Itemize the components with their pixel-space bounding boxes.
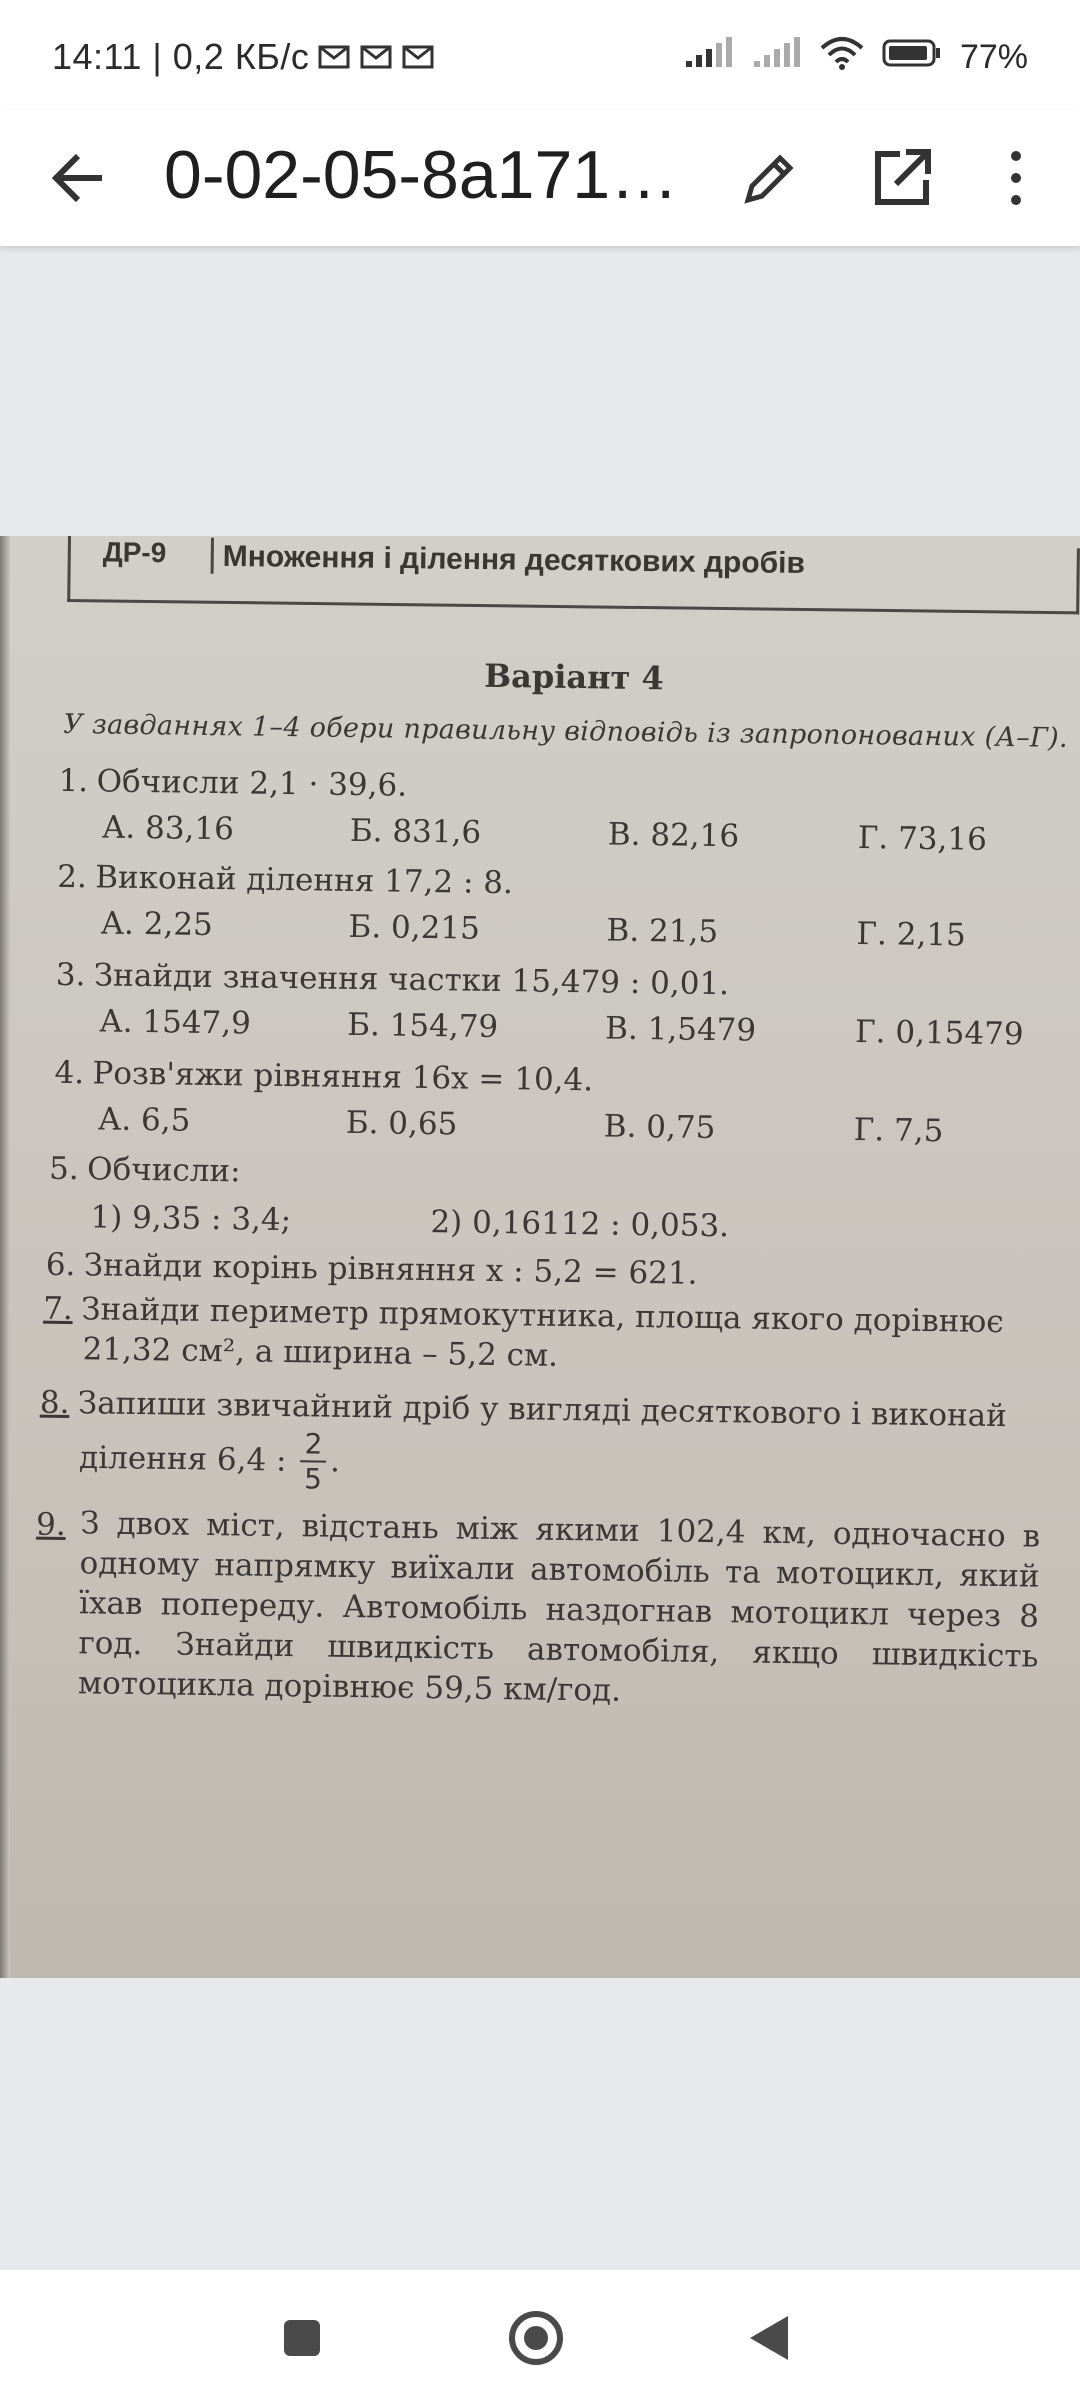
document-text xyxy=(0,536,1080,1978)
task-text: Обчисли 2,1 · 39,6. xyxy=(96,763,408,804)
task-number: 6. xyxy=(45,1246,76,1284)
task-text: Виконай ділення 17,2 : 8. xyxy=(94,859,514,902)
back-triangle-icon[interactable] xyxy=(730,2298,810,2378)
option-a: А. 1547,9 xyxy=(98,1003,252,1042)
task-number: 8. xyxy=(39,1384,70,1422)
header-code: ДР-9 xyxy=(102,536,167,569)
option-g: Г. 0,15479 xyxy=(854,1013,1024,1053)
document-photo xyxy=(0,536,1080,1978)
signal-icon xyxy=(752,37,802,78)
option-v: В. 21,5 xyxy=(606,912,719,951)
task-text: Запиши звичайний дріб у вигляді десяткового і виконай xyxy=(77,1385,1008,1435)
option-a: А. 2,25 xyxy=(100,905,214,944)
task-9-number xyxy=(36,1507,74,1544)
option-v: В. 0,75 xyxy=(603,1108,716,1147)
back-arrow-icon[interactable] xyxy=(48,146,108,210)
option-v: В. 1,5479 xyxy=(604,1010,757,1049)
more-vert-icon[interactable] xyxy=(980,142,1052,214)
status-left xyxy=(52,36,435,78)
task-9-text: З двох міст, відстань між якими 102,4 км, одночасно в одному напрямку виїхали автомобіль та мотоцикл, який їхав попереду. Автомобіль наздогнав мотоцикл через 8 год. Знайди швидкість автомобіля, якщо швидкість мотоцикла дорівнює 59,5 км/год. xyxy=(77,1505,1041,1709)
status-bar xyxy=(0,0,1080,110)
status-right xyxy=(684,36,1028,79)
instruction-text: У завданнях 1–4 обери правильну відповідь із запропонованих (А–Г). xyxy=(63,708,1069,754)
option-a: А. 6,5 xyxy=(97,1101,191,1139)
app-bar xyxy=(0,110,1080,246)
task-number: 7. xyxy=(42,1290,74,1328)
task-number: 9. xyxy=(35,1506,67,1544)
header-title: Множення і ділення десяткових дробів xyxy=(222,539,806,581)
variant-title: Варіант 4 xyxy=(483,656,665,698)
task-8-continued xyxy=(79,1425,341,1497)
fraction-numerator: 2 xyxy=(300,1428,326,1462)
recents-square-icon[interactable] xyxy=(262,2298,342,2378)
signal-icon xyxy=(684,37,734,78)
option-g: Г. 2,15 xyxy=(856,915,967,954)
task-5 xyxy=(49,1151,241,1190)
task-4 xyxy=(54,1055,593,1099)
subtask-1: 1) 9,35 : 3,4; xyxy=(90,1199,292,1239)
edit-pencil-icon[interactable] xyxy=(734,142,806,214)
period: . xyxy=(329,1443,341,1480)
division-text: ділення 6,4 : xyxy=(78,1439,287,1479)
task-text: Розв'яжи рівняння 16x = 10,4. xyxy=(92,1055,594,1099)
task-number: 4. xyxy=(54,1054,85,1092)
option-b: Б. 831,6 xyxy=(349,812,482,851)
task-number: 1. xyxy=(58,762,89,800)
option-v: В. 82,16 xyxy=(607,816,740,855)
option-g: Г. 7,5 xyxy=(853,1111,944,1150)
task-number: 2. xyxy=(56,858,88,896)
task-6 xyxy=(46,1247,698,1292)
navigation-bar xyxy=(0,2270,1080,2400)
task-number: 5. xyxy=(48,1150,79,1188)
option-b: Б. 0,65 xyxy=(345,1104,458,1143)
task-3 xyxy=(56,957,730,1002)
task-number: 3. xyxy=(55,956,86,994)
task-2 xyxy=(57,859,513,901)
file-title: 0-02-05-8a171… xyxy=(164,137,679,213)
task-text: Знайди периметр прямокутника, площа якого дорівнює xyxy=(80,1291,1004,1341)
task-1 xyxy=(58,763,407,804)
option-b: Б. 0,215 xyxy=(348,908,481,947)
battery-percent: 77% xyxy=(959,38,1028,76)
task-7-continued: 21,32 см², а ширина – 5,2 см. xyxy=(82,1331,559,1374)
task-text: Знайди корінь рівняння x : 5,2 = 621. xyxy=(83,1247,698,1292)
task-text: Знайди значення частки 15,479 : 0,01. xyxy=(93,957,730,1003)
time-and-speed: 14:11 | 0,2 КБ/с xyxy=(52,36,310,77)
gmail-icon xyxy=(359,44,393,70)
option-b: Б. 154,79 xyxy=(346,1006,499,1046)
fraction xyxy=(300,1428,327,1496)
gmail-icon xyxy=(317,44,351,70)
open-external-icon[interactable] xyxy=(866,142,938,214)
subtask-2: 2) 0,16112 : 0,053. xyxy=(430,1204,730,1245)
task-text: Обчисли: xyxy=(86,1151,241,1190)
wifi-icon xyxy=(820,36,864,79)
battery-icon xyxy=(882,38,942,77)
option-g: Г. 73,16 xyxy=(857,820,988,858)
fraction-denominator: 5 xyxy=(303,1462,323,1496)
gmail-icon xyxy=(401,44,435,70)
option-a: А. 83,16 xyxy=(101,809,235,848)
home-circle-icon[interactable] xyxy=(496,2298,576,2378)
